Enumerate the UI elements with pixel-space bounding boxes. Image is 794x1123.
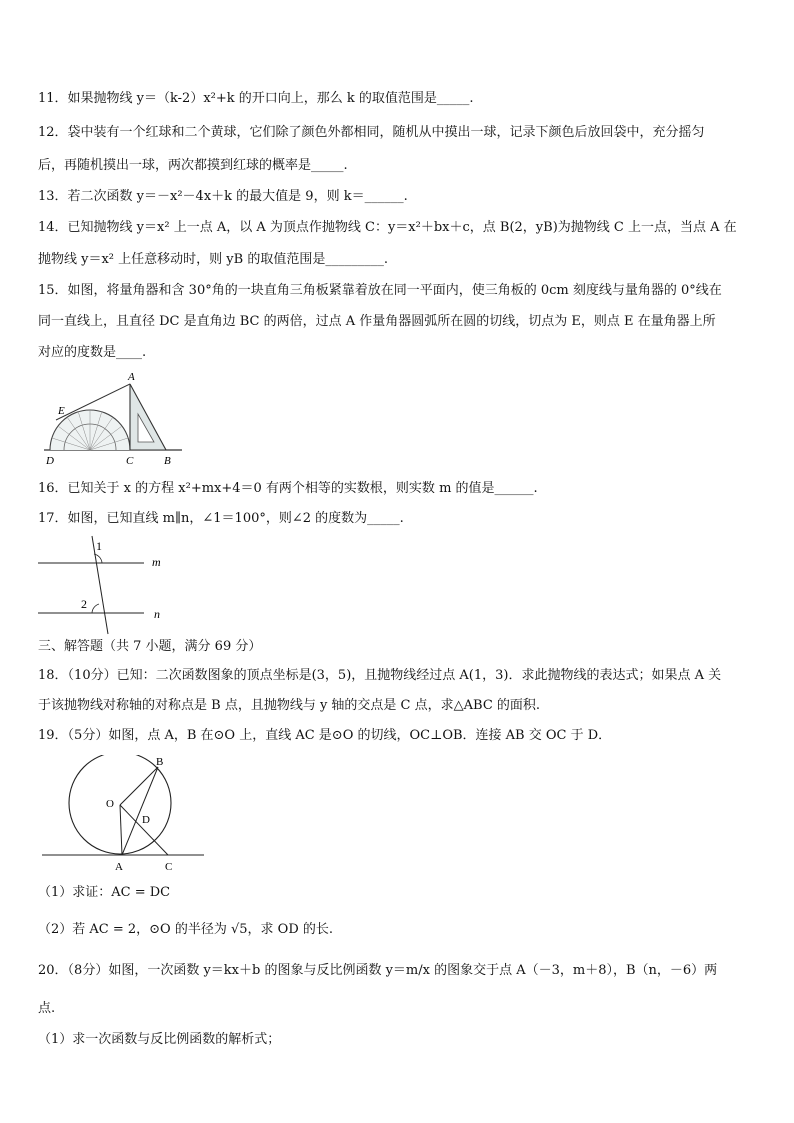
question-11: 11．如果抛物线 y＝（k-2）x²+k 的开口向上，那么 k 的取值范围是_____. bbox=[38, 91, 474, 106]
question-14-line2: 抛物线 y＝x² 上任意移动时，则 yB 的取值范围是_________. bbox=[38, 252, 388, 267]
label-A: A bbox=[128, 371, 135, 383]
question-20-part1: （1）求一次函数与反比例函数的解析式； bbox=[38, 1032, 281, 1047]
question-18-line1: 18．（10分）已知：二次函数图象的顶点坐标是(3，5)，且抛物线经过点 A(1，3)．求此抛物线的表达式；如果点 A 关 bbox=[38, 668, 722, 683]
question-12-line2: 后，再随机摸出一球，两次都摸到红球的概率是_____. bbox=[38, 158, 348, 173]
line-m-label: m bbox=[152, 555, 161, 569]
question-19-part1: （1）求证：AC = DC bbox=[38, 885, 171, 900]
angle-2-label: 2 bbox=[81, 597, 87, 611]
label-D: D bbox=[142, 814, 150, 826]
question-15-line3: 对应的度数是____. bbox=[38, 345, 147, 360]
label-A: A bbox=[115, 861, 123, 873]
question-17: 17．如图，已知直线 m∥n，∠1＝100°，则∠2 的度数为_____. bbox=[38, 511, 404, 526]
section-3-heading: 三、解答题（共 7 小题，满分 69 分） bbox=[38, 639, 262, 654]
question-20-line1: 20．（8分）如图，一次函数 y＝kx＋b 的图象与反比例函数 y＝m/x 的图象交于点 A（－3，m＋8），B（n，－6）两 bbox=[38, 963, 718, 978]
question-19: 19．（5分）如图，点 A，B 在⊙O 上，直线 AC 是⊙O 的切线，OC⊥OB．连接 AB 交 OC 于 D． bbox=[38, 728, 612, 743]
figure-15-protractor bbox=[40, 368, 190, 470]
angle-1-label: 1 bbox=[96, 539, 102, 553]
label-C: C bbox=[126, 455, 134, 467]
label-B: B bbox=[156, 756, 164, 768]
question-19-part2: （2）若 AC = 2，⊙O 的半径为 √5，求 OD 的长. bbox=[38, 922, 334, 937]
line-n-label: n bbox=[154, 607, 160, 621]
question-12-line1: 12．袋中装有一个红球和二个黄球，它们除了颜色外都相同，随机从中摸出一球，记录下颜色后放回袋中，充分摇匀 bbox=[38, 125, 705, 140]
figure-17-parallel-lines bbox=[36, 532, 176, 638]
question-18-line2: 于该抛物线对称轴的对称点是 B 点，且抛物线与 y 轴的交点是 C 点，求△ABC 的面积. bbox=[38, 698, 541, 713]
question-14-line1: 14．已知抛物线 y＝x² 上一点 A，以 A 为顶点作抛物线 C：y＝x²＋bx＋c，点 B(2，yB)为抛物线 C 上一点，当点 A 在 bbox=[38, 220, 737, 235]
question-15-line2: 同一直线上，且直径 DC 是直角边 BC 的两倍，过点 A 作量角器圆弧所在圆的切线，切点为 E，则点 E 在量角器上所 bbox=[38, 314, 716, 329]
label-C: C bbox=[165, 861, 173, 873]
label-D: D bbox=[46, 455, 54, 467]
question-20-line2: 点. bbox=[38, 1001, 56, 1016]
label-E: E bbox=[58, 405, 65, 417]
question-15-line1: 15．如图，将量角器和含 30°角的一块直角三角板紧靠着放在同一平面内，使三角板的 0cm 刻度线与量角器的 0°线在 bbox=[38, 283, 722, 298]
label-O: O bbox=[106, 798, 114, 810]
figure-19-circle bbox=[38, 755, 208, 877]
question-13: 13．若二次函数 y＝－x²－4x＋k 的最大值是 9，则 k＝______. bbox=[38, 189, 408, 204]
label-B: B bbox=[164, 455, 171, 467]
question-16: 16．已知关于 x 的方程 x²+mx+4＝0 有两个相等的实数根，则实数 m 的值是______. bbox=[38, 481, 538, 496]
